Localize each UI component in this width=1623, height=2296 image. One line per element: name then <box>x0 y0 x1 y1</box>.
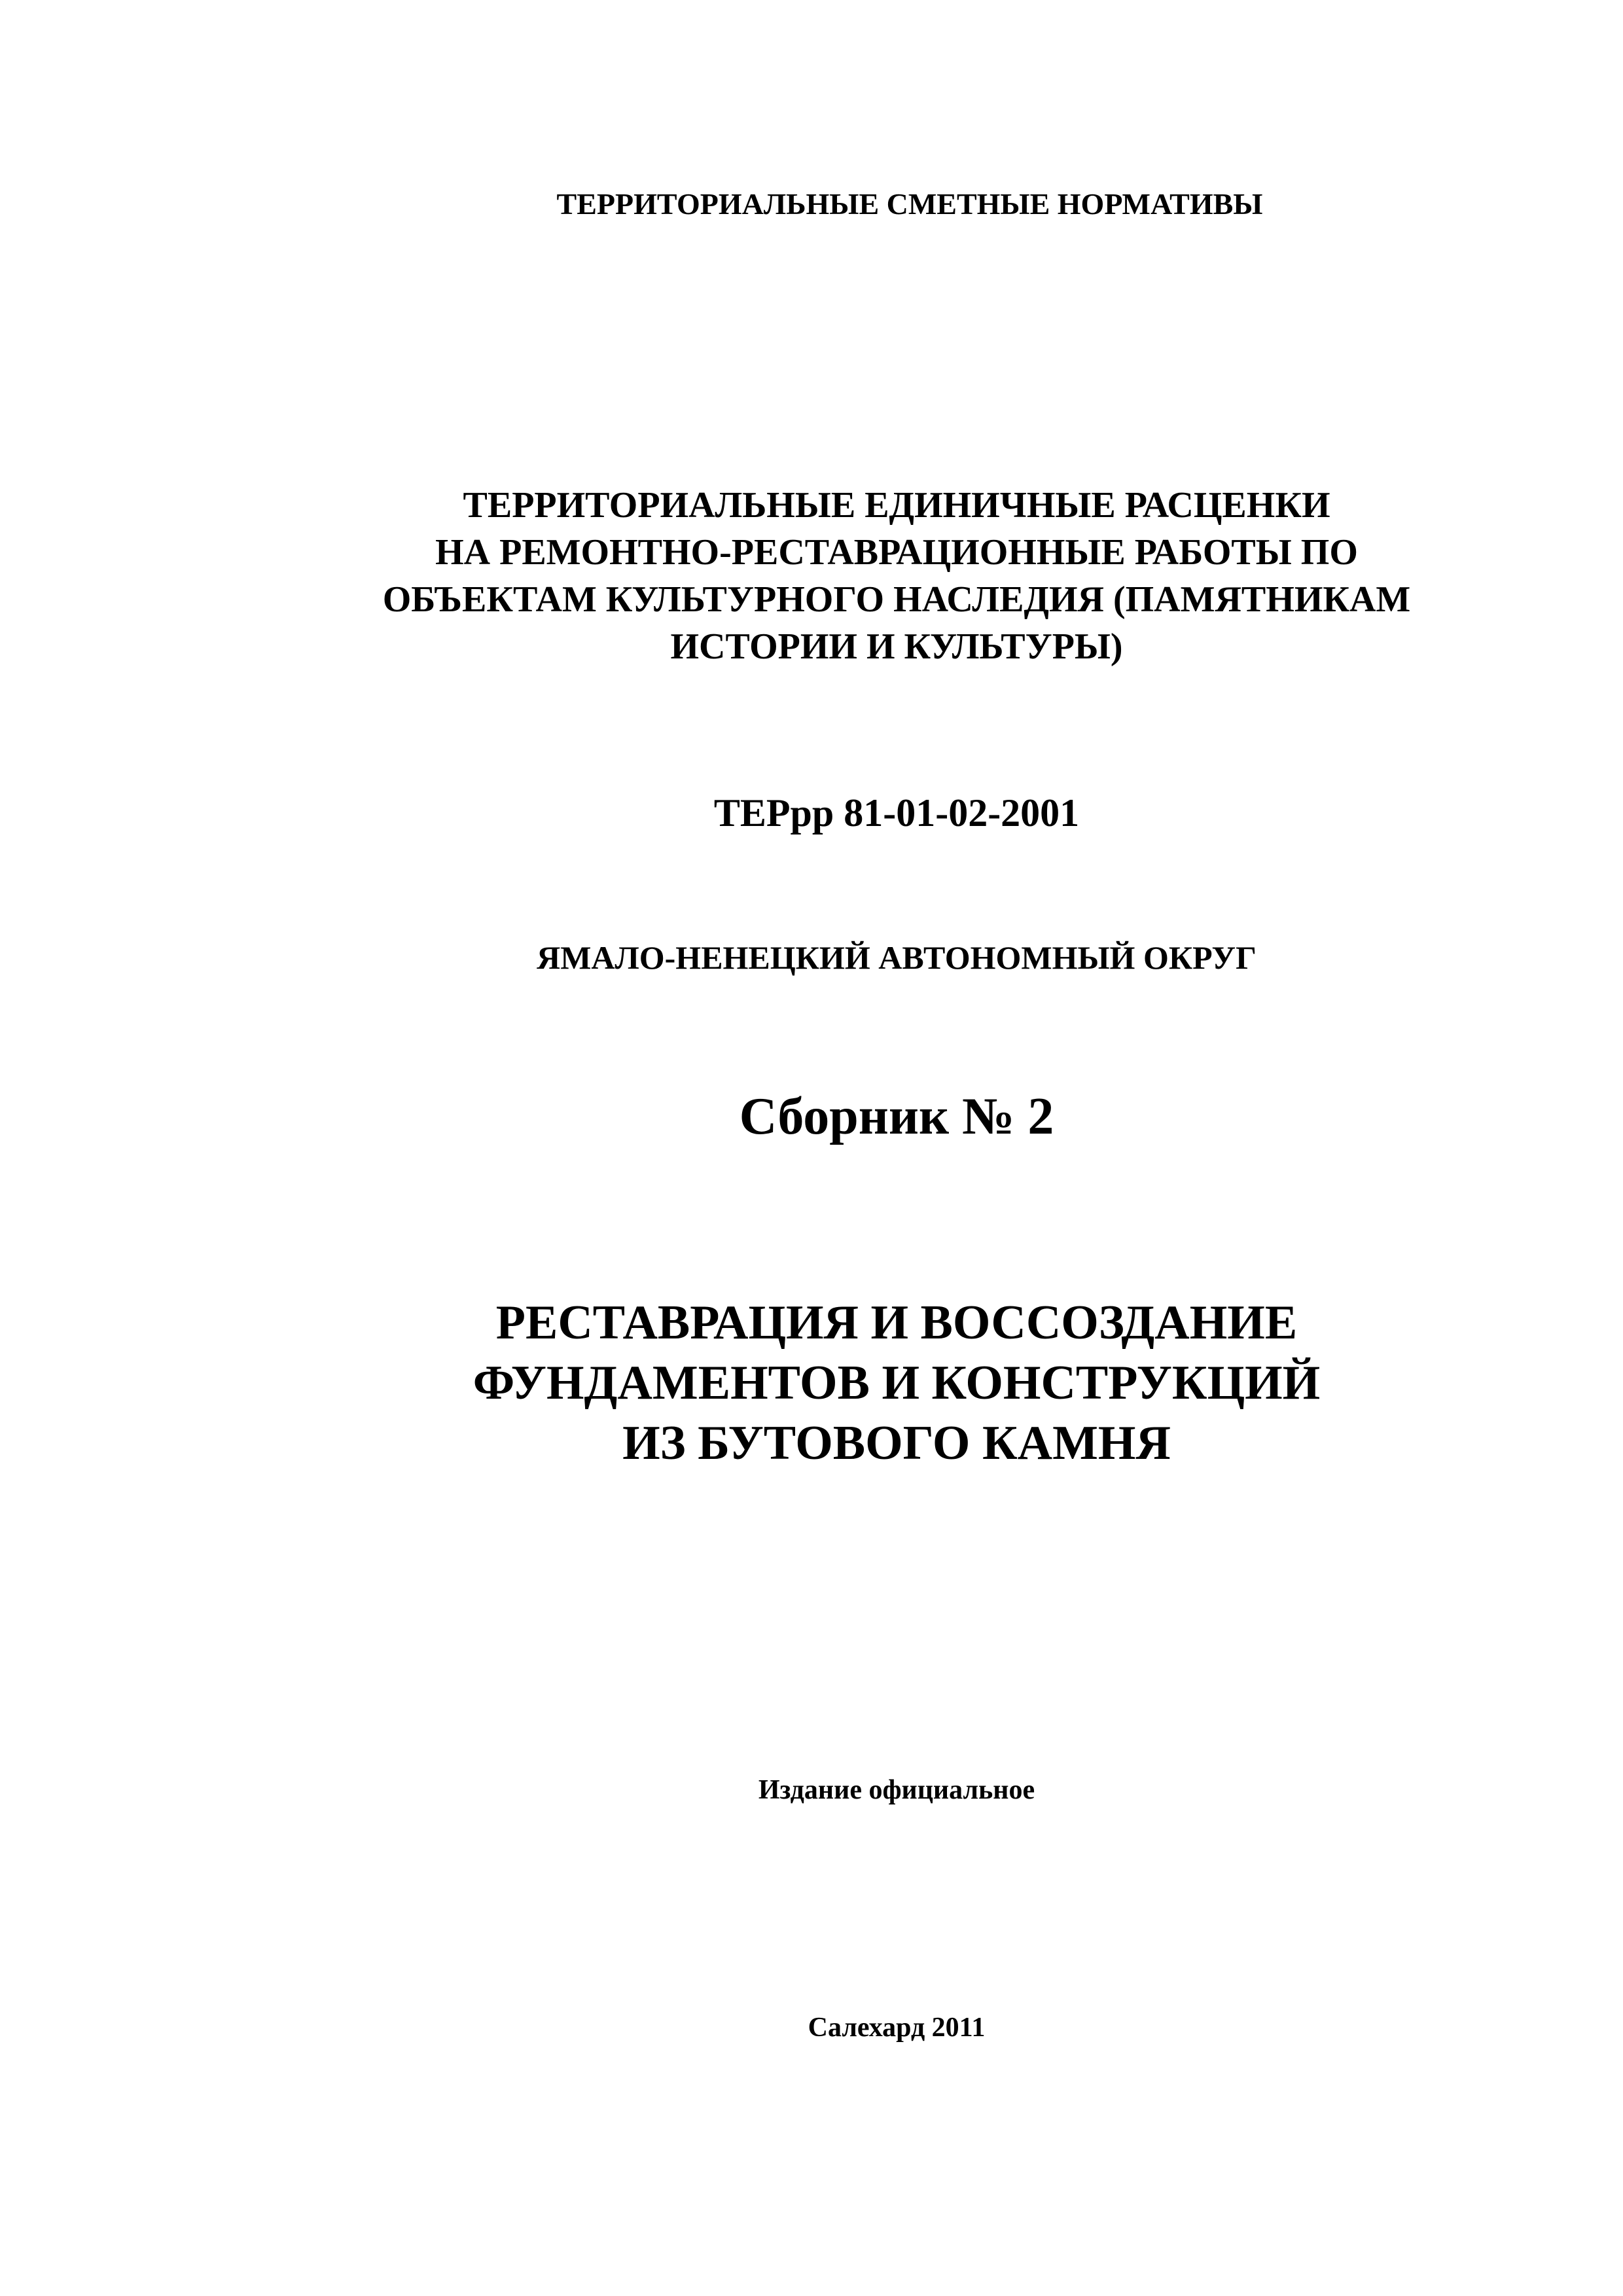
edition-note <box>85 1772 1623 1808</box>
section-title <box>85 1293 1623 1473</box>
imprint-text: Салехард 2011 <box>808 2013 986 2043</box>
main-title-line: ТЕРРИТОРИАЛЬНЫЕ ЕДИНИЧНЫЕ РАСЦЕНКИ <box>463 485 1330 526</box>
series-header <box>98 185 1623 224</box>
document-code <box>85 788 1623 838</box>
collection-number <box>85 1084 1623 1149</box>
main-title-line: НА РЕМОНТНО-РЕСТАВРАЦИОННЫЕ РАБОТЫ ПО <box>435 532 1358 573</box>
section-title-line: РЕСТАВРАЦИЯ И ВОССОЗДАНИЕ <box>495 1296 1298 1350</box>
main-title <box>85 482 1623 670</box>
series-header-text: ТЕРРИТОРИАЛЬНЫЕ СМЕТНЫЕ НОРМАТИВЫ <box>556 187 1263 221</box>
section-title-line: ИЗ БУТОВОГО КАМНЯ <box>622 1416 1171 1470</box>
section-title-line: ФУНДАМЕНТОВ И КОНСТРУКЦИЙ <box>473 1356 1321 1410</box>
region-name-text: ЯМАЛО-НЕНЕЦКИЙ АВТОНОМНЫЙ ОКРУГ <box>537 939 1257 976</box>
region-name <box>85 937 1623 978</box>
collection-number-text: Сборник № 2 <box>739 1088 1054 1145</box>
edition-note-text: Издание официальное <box>758 1775 1035 1805</box>
imprint <box>85 2009 1623 2046</box>
main-title-line: ИСТОРИИ И КУЛЬТУРЫ) <box>670 626 1123 667</box>
document-code-text: ТЕРрр 81-01-02-2001 <box>713 791 1080 834</box>
main-title-line: ОБЪЕКТАМ КУЛЬТУРНОГО НАСЛЕДИЯ (ПАМЯТНИКАМ <box>382 579 1411 620</box>
